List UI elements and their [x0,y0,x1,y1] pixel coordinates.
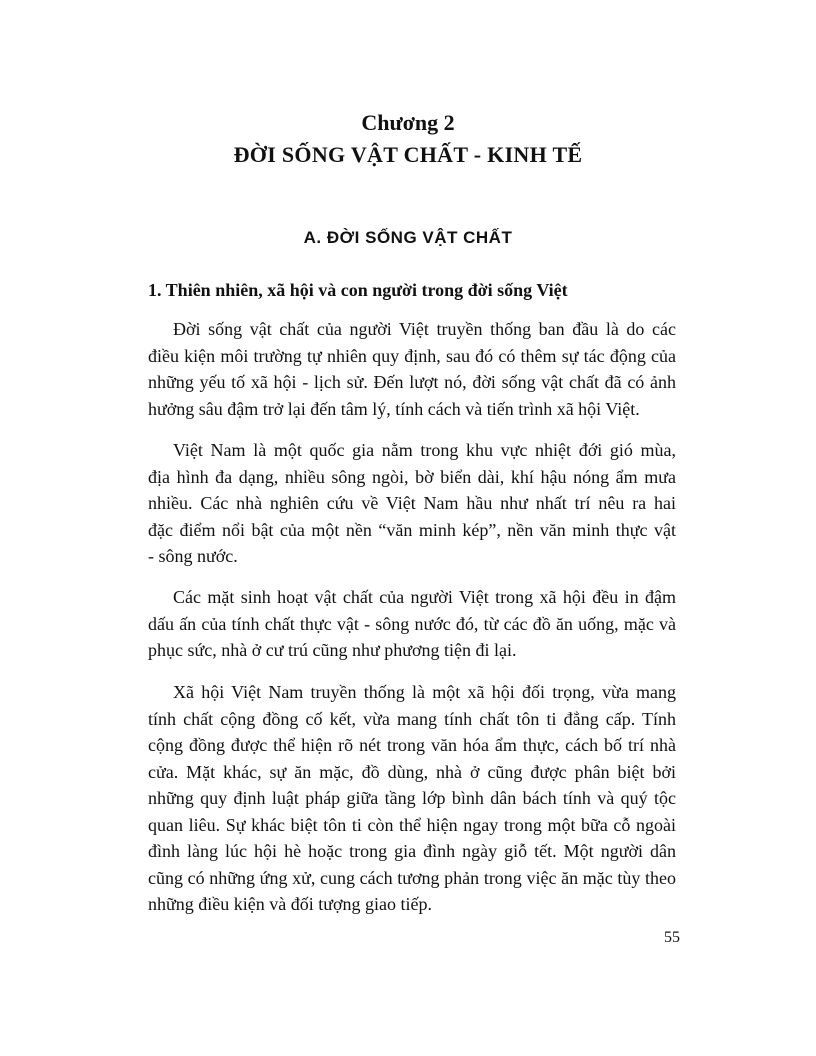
paragraph-line: điều kiện môi trường tự nhiên quy định, sau đó có thêm sự tác động của [148,345,676,366]
page-number: 55 [664,929,680,946]
paragraph-line: nhiều. Các nhà nghiên cứu về Việt Nam hầu như nhất trí nêu ra hai [148,493,676,513]
paragraph-line: - sông nước. [148,546,238,566]
paragraph-line: cửa. Mặt khác, sự ăn mặc, đồ dùng, nhà ở cũng được phân biệt bởi [148,761,676,782]
paragraph-line: đặc điểm nổi bật của một nền “văn minh kép”, nền văn minh thực vật [148,519,676,540]
paragraph-line: Các mặt sinh hoạt vật chất của người Việt trong xã hội đều in đậm [173,587,676,607]
paragraph-line: những yếu tố xã hội - lịch sử. Đến lượt nó, đời sống vật chất đã có ảnh [148,372,676,392]
paragraph-line: dấu ấn của tính chất thực vật - sông nước đó, từ các đồ ăn uống, mặc và [148,613,676,634]
paragraph-line: Việt Nam là một quốc gia nằm trong khu vực nhiệt đới gió mùa, [173,440,676,460]
paragraph-line: những điều kiện và đối tượng giao tiếp. [148,894,432,914]
chapter-label: Chương 2 [361,110,455,135]
chapter-title: ĐỜI SỐNG VẬT CHẤT - KINH TẾ [233,142,583,167]
section-title: A. ĐỜI SỐNG VẬT CHẤT [303,228,513,247]
paragraph-line: cộng đồng được thể hiện rõ nét trong văn hóa ẩm thực, cách bố trí nhà [148,735,676,755]
paragraph-line: cũng có những ứng xử, cung cách tương phản trong việc ăn mặc tùy theo [148,867,676,888]
subsection-heading: 1. Thiên nhiên, xã hội và con người trong đời sống Việt [148,280,568,300]
paragraph-line: quan liêu. Sự khác biệt tôn ti còn thể hiện ngay trong một bữa cỗ ngoài [148,814,676,835]
paragraph-line: đình làng lúc hội hè hoặc trong gia đình ngày giỗ tết. Một người dân [148,841,676,861]
paragraph-line: hưởng sâu đậm trở lại đến tâm lý, tính cách và tiến trình xã hội Việt. [148,398,640,419]
paragraph-line: địa hình đa dạng, nhiều sông ngòi, bờ biển dài, khí hậu nóng ẩm mưa [148,466,676,487]
paragraph-line: tính chất cộng đồng cố kết, vừa mang tính chất tôn ti đẳng cấp. Tính [148,708,676,729]
paragraph-line: Xã hội Việt Nam truyền thống là một xã hội đối trọng, vừa mang [173,682,676,702]
paragraph-line: những quy định luật pháp giữa tầng lớp bình dân bách tính và quý tộc [148,788,676,808]
paragraph-line: phục sức, nhà ở cư trú cũng như phương tiện đi lại. [148,640,517,660]
paragraph-line: Đời sống vật chất của người Việt truyền thống ban đầu là do các [173,319,676,339]
